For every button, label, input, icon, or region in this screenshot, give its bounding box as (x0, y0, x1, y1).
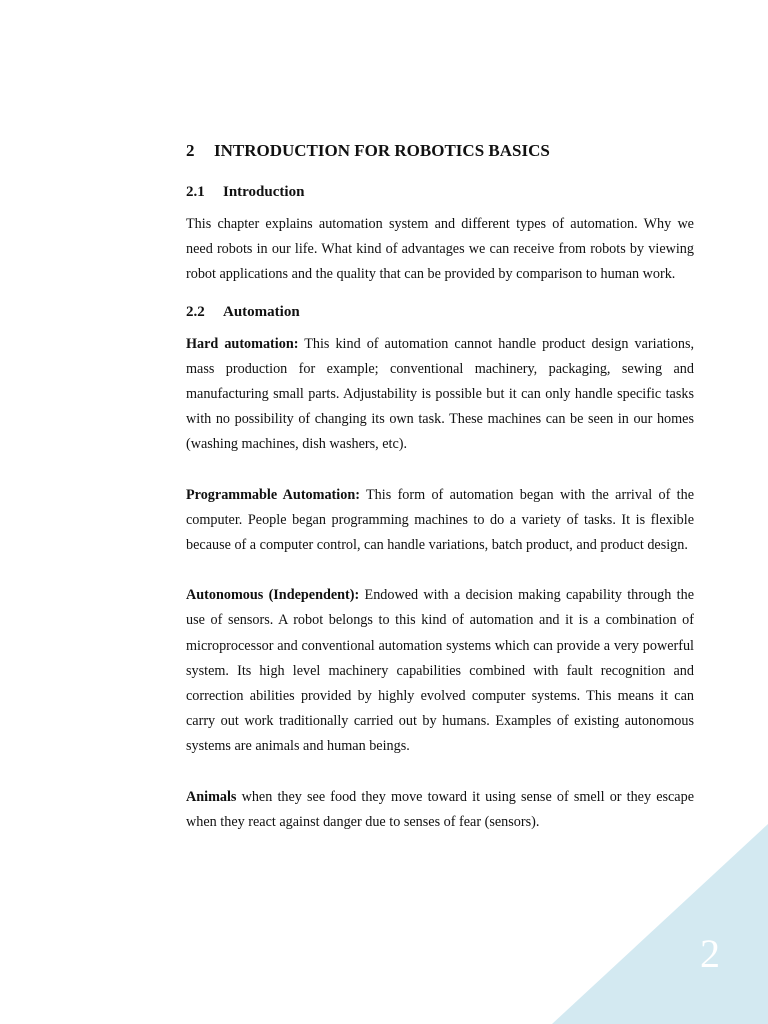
corner-triangle-decoration (552, 824, 768, 1024)
section-number: 2.2 (186, 303, 205, 320)
paragraph-text: This form of automation began with the arrival of the computer. People began programming machines to do a variety of tasks. It is flexible because of a computer control, can handle variations, batch product, and product design. (186, 486, 694, 554)
section-title: Introduction (223, 184, 305, 200)
section-title: Automation (223, 303, 300, 320)
programmable-automation-paragraph (186, 483, 694, 559)
paragraph-term: Programmable Automation: (186, 486, 360, 503)
chapter-title: INTRODUCTION FOR ROBOTICS BASICS (214, 141, 550, 160)
section-heading-introduction (186, 182, 694, 202)
paragraph-text: when they see food they move toward it using sense of smell or they escape when they react against danger due to senses of fear (sensors). (186, 788, 694, 830)
paragraph-text: Endowed with a decision making capability through the use of sensors. A robot belongs to this kind of automation and it is a combination of microprocessor and conventional automation systems which can provide a very powerful system. Its high level machinery capabilities combined with fault recognition and correction abilities provided by highly evolved computer systems. This means it can carry out work traditionally carried out by humans. Examples of existing autonomous systems are animals and human beings. (186, 587, 694, 755)
introduction-paragraph: This chapter explains automation system and different types of automation. Why we need robots in our life. What kind of advantages we can receive from robots by viewing robot applications and the quality that can be provided by comparison to human work. (186, 216, 694, 283)
autonomous-paragraph (186, 583, 694, 759)
chapter-heading (186, 140, 694, 162)
document-page (186, 140, 694, 835)
corner-triangle-shape (552, 824, 768, 1024)
paragraph-text: This kind of automation cannot handle product design variations, mass production for example; conventional machinery, packaging, sewing and manufacturing small parts. Adjustability is possible but it can only handle specific tasks with no possibility of changing its own task. These machines can be seen in our homes (washing machines, dish washers, etc). (186, 335, 695, 453)
chapter-number: 2 (186, 141, 195, 160)
paragraph-term: Animals (186, 788, 237, 805)
paragraph-term: Autonomous (Independent): (186, 587, 360, 604)
hard-automation-paragraph (186, 332, 694, 458)
section-heading-automation (186, 302, 694, 322)
paragraph-term: Hard automation: (186, 335, 299, 352)
section-number: 2.1 (186, 184, 205, 200)
page-number: 2 (700, 931, 720, 976)
